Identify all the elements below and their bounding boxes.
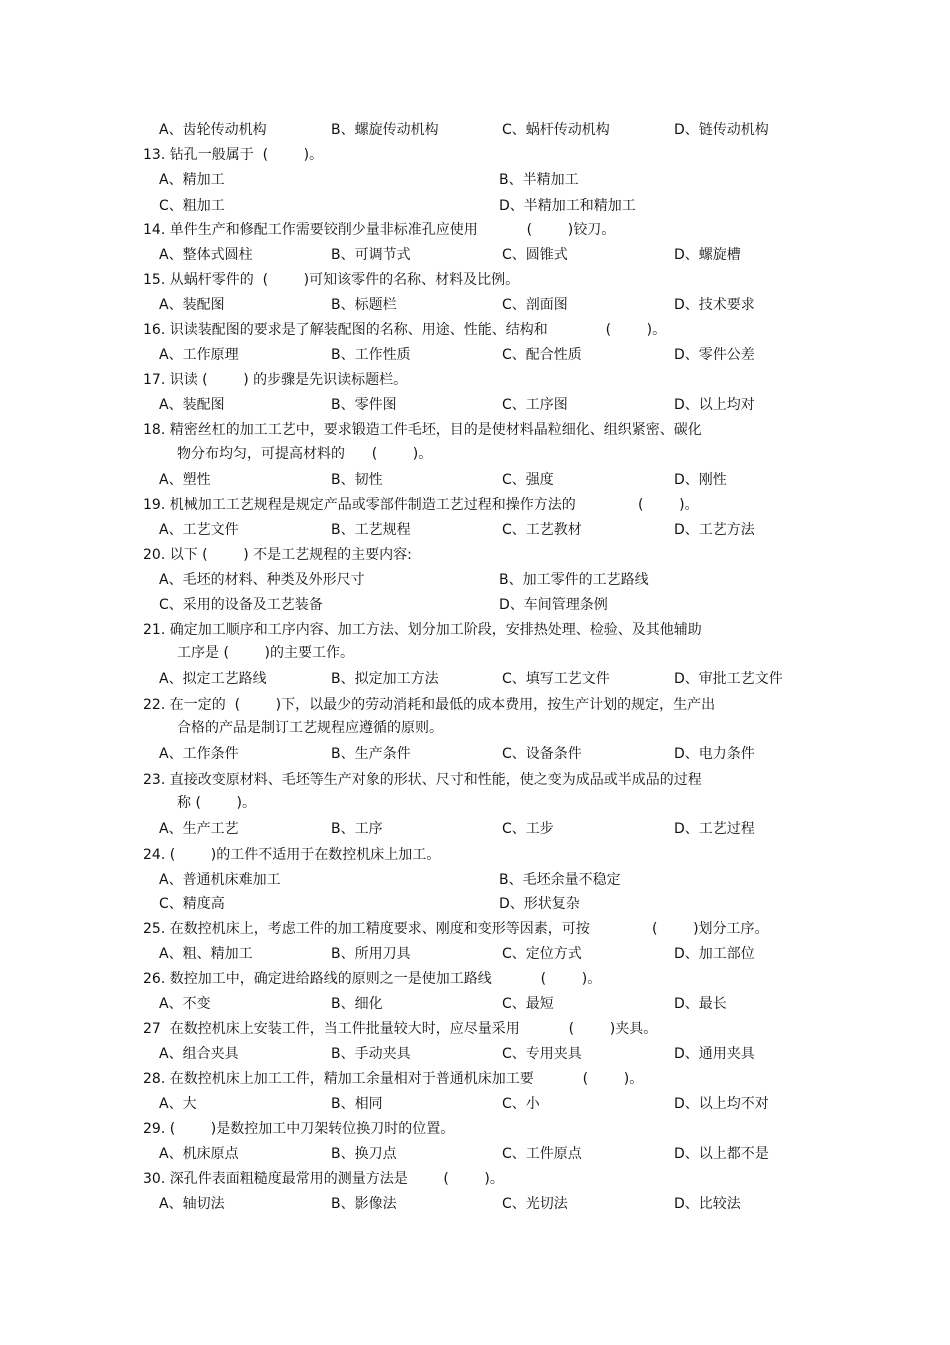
question-text: 24. ( )的工件不适用于在数控机床上加工。 (143, 847, 441, 863)
answer-option: A、塑性 (159, 472, 211, 488)
answer-option: D、半精加工和精加工 (499, 198, 636, 214)
question-text: 16. 识读装配图的要求是了解装配图的名称、用途、性能、结构和 ( )。 (143, 322, 667, 338)
answer-option: B、手动夹具 (331, 1046, 411, 1062)
answer-option: C、定位方式 (502, 946, 582, 962)
answer-option: B、标题栏 (331, 297, 397, 313)
answer-option: B、换刀点 (331, 1146, 397, 1162)
answer-option: A、毛坯的材料、种类及外形尺寸 (159, 572, 365, 588)
answer-option: A、生产工艺 (159, 821, 239, 837)
answer-option: A、粗、精加工 (159, 946, 253, 962)
answer-option: A、工艺文件 (159, 522, 239, 538)
answer-option: D、工艺过程 (674, 821, 755, 837)
answer-option: A、齿轮传动机构 (159, 122, 267, 138)
answer-option: A、精加工 (159, 172, 225, 188)
question-continuation: 工序是 ( )的主要工作。 (177, 645, 354, 661)
answer-option: D、通用夹具 (674, 1046, 755, 1062)
question-text: 21. 确定加工顺序和工序内容、加工方法、划分加工阶段，安排热处理、检验、及其他辅助 (143, 622, 702, 638)
answer-option: A、大 (159, 1096, 197, 1112)
answer-option: D、工艺方法 (674, 522, 755, 538)
answer-option: A、轴切法 (159, 1196, 225, 1212)
question-text: 19. 机械加工工艺规程是规定产品或零部件制造工艺过程和操作方法的 ( )。 (143, 497, 699, 513)
answer-option: A、组合夹具 (159, 1046, 239, 1062)
question-text: 13. 钻孔一般属于 ( )。 (143, 147, 324, 163)
question-continuation: 物分布均匀，可提高材料的 ( )。 (177, 446, 433, 462)
question-text: 20. 以下 ( ) 不是工艺规程的主要内容: (143, 547, 412, 563)
answer-option: C、专用夹具 (502, 1046, 582, 1062)
answer-option: B、螺旋传动机构 (331, 122, 439, 138)
question-text: 30. 深孔件表面粗糙度最常用的测量方法是 ( )。 (143, 1171, 504, 1187)
answer-option: B、毛坯余量不稳定 (499, 872, 621, 888)
answer-option: D、加工部位 (674, 946, 755, 962)
answer-option: D、以上均对 (674, 397, 755, 413)
answer-option: B、工作性质 (331, 347, 411, 363)
answer-option: C、光切法 (502, 1196, 568, 1212)
answer-option: D、以上均不对 (674, 1096, 769, 1112)
answer-option: D、以上都不是 (674, 1146, 769, 1162)
answer-option: B、影像法 (331, 1196, 397, 1212)
answer-option: A、整体式圆柱 (159, 247, 253, 263)
answer-option: D、链传动机构 (674, 122, 769, 138)
answer-option: C、小 (502, 1096, 540, 1112)
answer-option: D、形状复杂 (499, 896, 580, 912)
answer-option: C、最短 (502, 996, 554, 1012)
answer-option: D、技术要求 (674, 297, 755, 313)
answer-option: C、工步 (502, 821, 554, 837)
question-text: 28. 在数控机床上加工工件，精加工余量相对于普通机床加工要 ( )。 (143, 1071, 644, 1087)
question-continuation: 称 ( )。 (177, 795, 256, 811)
answer-option: B、生产条件 (331, 746, 411, 762)
answer-option: C、填写工艺文件 (502, 671, 610, 687)
question-text: 15. 从蜗杆零件的 ( )可知该零件的名称、材料及比例。 (143, 272, 520, 288)
answer-option: C、工艺教材 (502, 522, 582, 538)
answer-option: C、配合性质 (502, 347, 582, 363)
question-text: 17. 识读 ( ) 的步骤是先识读标题栏。 (143, 372, 408, 388)
answer-option: A、不变 (159, 996, 211, 1012)
question-text: 29. ( )是数控加工中刀架转位换刀时的位置。 (143, 1121, 455, 1137)
answer-option: C、精度高 (159, 896, 225, 912)
answer-option: A、工作条件 (159, 746, 239, 762)
answer-option: D、最长 (674, 996, 727, 1012)
answer-option: B、零件图 (331, 397, 397, 413)
answer-option: B、可调节式 (331, 247, 411, 263)
answer-option: C、工件原点 (502, 1146, 582, 1162)
question-text: 18. 精密丝杠的加工工艺中，要求锻造工件毛坯，目的是使材料晶粒细化、组织紧密、碳化 (143, 422, 702, 438)
answer-option: A、装配图 (159, 397, 225, 413)
answer-option: B、半精加工 (499, 172, 579, 188)
answer-option: A、工作原理 (159, 347, 239, 363)
answer-option: C、工序图 (502, 397, 568, 413)
answer-option: D、审批工艺文件 (674, 671, 783, 687)
answer-option: A、拟定工艺路线 (159, 671, 267, 687)
answer-option: B、加工零件的工艺路线 (499, 572, 649, 588)
answer-option: D、零件公差 (674, 347, 755, 363)
answer-option: B、韧性 (331, 472, 383, 488)
answer-option: B、拟定加工方法 (331, 671, 439, 687)
answer-option: A、机床原点 (159, 1146, 239, 1162)
answer-option: D、比较法 (674, 1196, 741, 1212)
answer-option: B、工序 (331, 821, 383, 837)
answer-option: B、细化 (331, 996, 383, 1012)
question-text: 14. 单件生产和修配工作需要铰削少量非标准孔应使用 ( )铰刀。 (143, 222, 616, 238)
answer-option: C、强度 (502, 472, 554, 488)
question-text: 26. 数控加工中，确定进给路线的原则之一是使加工路线 ( )。 (143, 971, 602, 987)
answer-option: C、圆锥式 (502, 247, 568, 263)
answer-option: B、相同 (331, 1096, 383, 1112)
answer-option: B、所用刀具 (331, 946, 411, 962)
question-continuation: 合格的产品是制订工艺规程应遵循的原则。 (177, 720, 443, 736)
answer-option: D、车间管理条例 (499, 597, 608, 613)
answer-option: C、粗加工 (159, 198, 225, 214)
question-text: 22. 在一定的 ( )下，以最少的劳动消耗和最低的成本费用，按生产计划的规定，生产出 (143, 697, 716, 713)
answer-option: C、采用的设备及工艺装备 (159, 597, 323, 613)
answer-option: C、剖面图 (502, 297, 568, 313)
answer-option: D、电力条件 (674, 746, 755, 762)
question-text: 25. 在数控机床上，考虑工件的加工精度要求、刚度和变形等因素，可按 ( )划分工序。 (143, 921, 769, 937)
answer-option: A、普通机床难加工 (159, 872, 281, 888)
answer-option: C、设备条件 (502, 746, 582, 762)
question-text: 23. 直接改变原材料、毛坯等生产对象的形状、尺寸和性能，使之变为成品或半成品的过程 (143, 772, 702, 788)
question-text: 27 在数控机床上安装工件，当工件批量较大时，应尽量采用 ( )夹具。 (143, 1021, 658, 1037)
answer-option: D、刚性 (674, 472, 727, 488)
answer-option: D、螺旋槽 (674, 247, 741, 263)
answer-option: B、工艺规程 (331, 522, 411, 538)
answer-option: C、蜗杆传动机构 (502, 122, 610, 138)
answer-option: A、装配图 (159, 297, 225, 313)
